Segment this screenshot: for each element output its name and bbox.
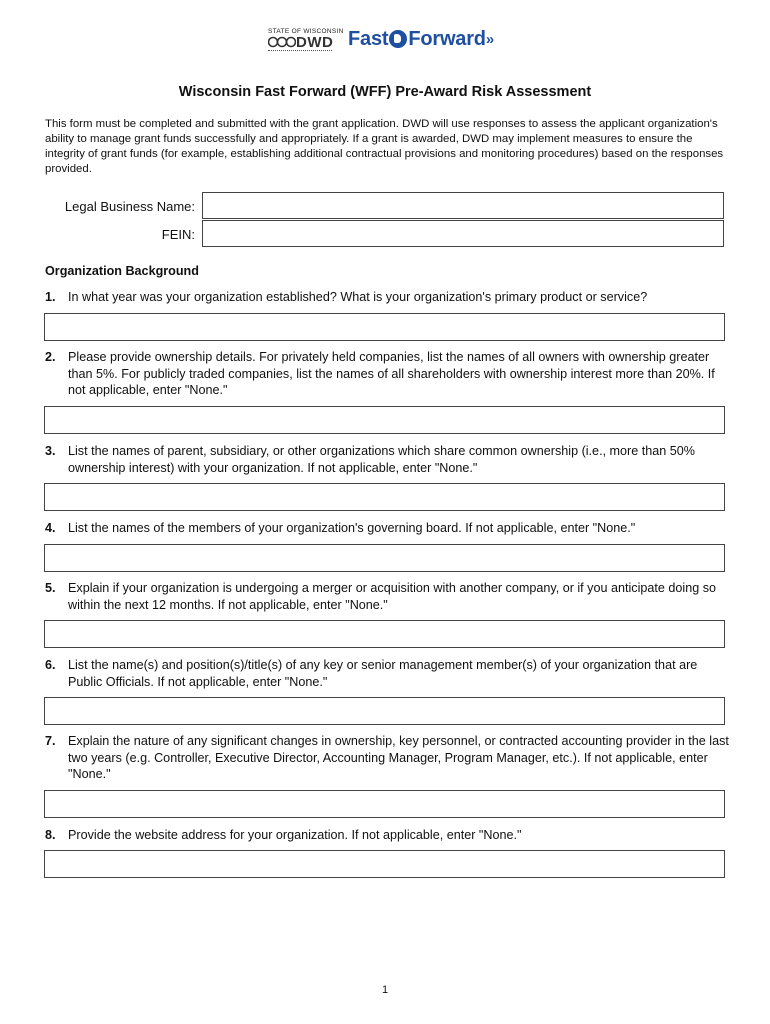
question-5	[45, 580, 730, 613]
answer-4-field[interactable]	[44, 544, 725, 572]
fein-label: FEIN:	[161, 227, 195, 242]
section-title: Organization Background	[45, 264, 199, 278]
question-text: Explain if your organization is undergoing a merger or acquisition with another company, or if you anticipate doing so within the next 12 months. If not applicable, enter "None."	[68, 581, 717, 612]
question-number: 3.	[45, 444, 56, 458]
fein-field[interactable]	[202, 220, 724, 247]
question-2	[45, 349, 730, 399]
answer-6-field[interactable]	[44, 697, 725, 725]
question-7	[45, 733, 730, 783]
question-6	[45, 657, 730, 690]
fast-forward-logo-fast: Fast	[348, 28, 389, 50]
question-number: 2.	[45, 350, 56, 364]
answer-1-field[interactable]	[44, 313, 725, 341]
form-title: Wisconsin Fast Forward (WFF) Pre-Award Risk Assessment	[178, 84, 592, 100]
dwd-logo	[268, 28, 344, 56]
answer-5-field[interactable]	[44, 620, 725, 648]
question-text: List the name(s) and position(s)/title(s) of any key or senior management member(s) of your organization that are Public Officials. If not applicable, enter "None."	[68, 658, 698, 689]
question-text: Provide the website address for your organization. If not applicable, enter "None."	[68, 828, 522, 842]
question-number: 7.	[45, 734, 56, 748]
question-number: 4.	[45, 521, 56, 535]
form-intro: This form must be completed and submitted with the grant application. DWD will use responses to assess the applicant organization's ability to manage grant funds successfully and appropriately. If a grant is awarded, DWD may implement measures to ensure the integrity of grant funds (for example, establishing additional contractual provisions and monitoring procedures) based on the responses provided.	[45, 118, 724, 175]
business-name-label: Legal Business Name:	[64, 199, 195, 214]
dwd-logo-tagline	[268, 50, 332, 53]
answer-7-field[interactable]	[44, 790, 725, 818]
question-text: In what year was your organization established? What is your organization's primary product or service?	[68, 290, 648, 304]
business-name-field[interactable]	[202, 192, 724, 219]
question-text: List the names of parent, subsidiary, or other organizations which share common ownership (i.e., more than 50% ownership interest) with your organization. If not applicable, enter "None."	[68, 444, 695, 475]
fast-forward-logo	[348, 28, 494, 54]
answer-2-field[interactable]	[44, 406, 725, 434]
fast-forward-logo-forward: Forward	[408, 28, 486, 50]
question-1	[45, 289, 730, 306]
question-text: Explain the nature of any significant changes in ownership, key personnel, or contracted accounting provider in the last two years (e.g. Controller, Executive Director, Accounting Manager, Program Manager, etc.). If not applicable, enter "None."	[68, 734, 729, 781]
question-text: Please provide ownership details. For privately held companies, list the names of all owners with ownership greater than 5%. For publicly traded companies, list the names of all shareholders with ownership interest more than 20%. If not applicable, enter "None."	[68, 350, 715, 397]
wisconsin-globe-icon	[389, 30, 407, 48]
question-number: 1.	[45, 290, 56, 304]
dwd-logo-circles-icon	[268, 36, 296, 48]
page-number: 1	[381, 984, 389, 996]
dwd-logo-state-text: STATE OF WISCONSIN	[268, 28, 344, 35]
question-3	[45, 443, 730, 476]
answer-8-field[interactable]	[44, 850, 725, 878]
question-number: 8.	[45, 828, 56, 842]
question-number: 6.	[45, 658, 56, 672]
double-arrow-icon: »	[485, 31, 495, 48]
answer-3-field[interactable]	[44, 483, 725, 511]
dwd-logo-text: DWD	[296, 34, 334, 51]
question-8	[45, 827, 730, 844]
question-text: List the names of the members of your organization's governing board. If not applicable, enter "None."	[68, 521, 636, 535]
question-number: 5.	[45, 581, 56, 595]
question-4	[45, 520, 730, 537]
